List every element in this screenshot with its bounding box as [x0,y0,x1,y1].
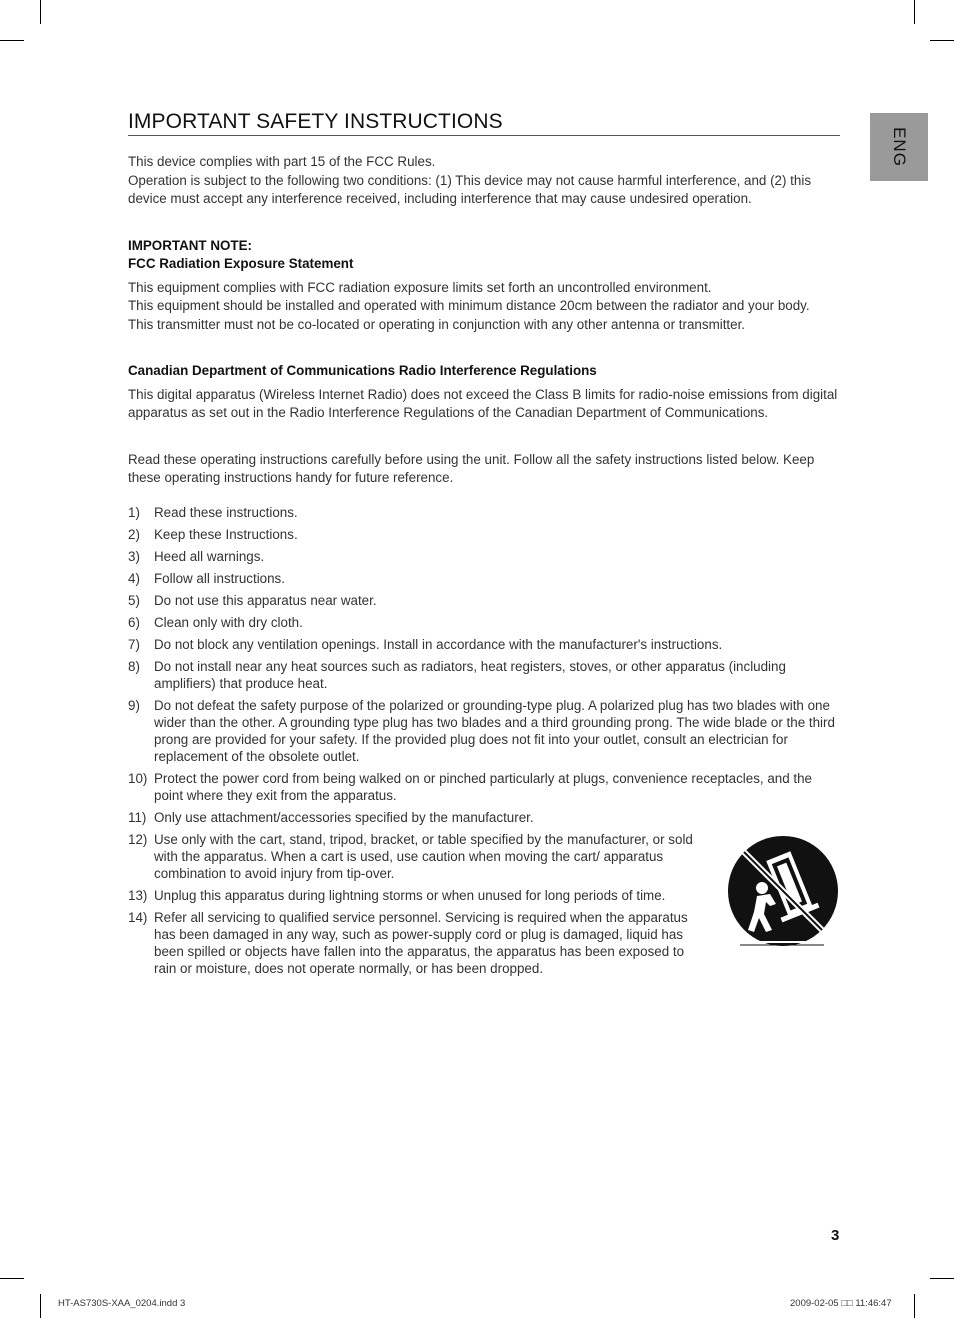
item-number: 14) [128,910,148,925]
list-item [128,570,842,587]
item-text: Keep these Instructions. [154,527,298,542]
item-number: 12) [128,832,148,847]
page-title: IMPORTANT SAFETY INSTRUCTIONS [128,110,840,136]
list-item [128,770,842,804]
item-number: 10) [128,771,148,786]
fcc-compliance-line: This device complies with part 15 of the FCC Rules. [128,154,436,169]
item-text: Read these instructions. [154,505,298,520]
fcc-radiation-heading: FCC Radiation Exposure Statement [128,256,354,271]
crop-mark [930,1278,954,1279]
item-text: Do not install near any heat sources such as radiators, heat registers, stoves, or other apparatus (including amplifiers) that produce heat. [154,659,786,691]
item-number: 6) [128,615,140,630]
list-item [128,809,842,826]
footer-filename: HT-AS730S-XAA_0204.indd 3 [58,1298,186,1309]
crop-mark [0,1278,24,1279]
crop-mark [0,40,24,41]
item-text: Clean only with dry cloth. [154,615,303,630]
crop-mark [40,0,41,24]
list-item [128,504,842,521]
radiation-text-1: This equipment complies with FCC radiation exposure limits set forth an uncontrolled environment. [128,280,712,295]
item-text: Do not use this apparatus near water. [154,593,377,608]
footer-timestamp: 2009-02-05 □□ 11:46:47 [790,1298,892,1309]
list-item [128,526,842,543]
important-note-heading: IMPORTANT NOTE: [128,238,252,253]
item-number: 4) [128,571,140,586]
crop-mark [914,1294,915,1318]
fcc-conditions-text: Operation is subject to the following two conditions: (1) This device may not cause harmful interference, and (2) this device must accept any interference received, including interference that may cause undesired operation. [128,173,812,206]
language-tab-label: ENG [890,127,909,167]
item-text: Only use attachment/accessories specified by the manufacturer. [154,810,534,825]
crop-mark [914,0,915,24]
item-text: Protect the power cord from being walked on or pinched particularly at plugs, convenience receptacles, and the point where they exit from the apparatus. [154,771,813,803]
item-number: 8) [128,659,140,674]
item-number: 13) [128,888,148,903]
item-text: Refer all servicing to qualified service personnel. Servicing is required when the apparatus has been damaged in any way, such as power-supply cord or plug is damaged, liquid has been spilled or objects have fallen into the apparatus, the apparatus has been exposed to rain or moisture, does not operate normally, or has been dropped. [154,910,688,976]
list-item [128,697,842,765]
list-item [128,592,842,609]
crop-mark [930,40,954,41]
item-text: Heed all warnings. [154,549,265,564]
list-item [128,658,842,692]
item-number: 2) [128,527,140,542]
page-number: 3 [831,1227,840,1244]
item-number: 3) [128,549,140,564]
item-text: Do not block any ventilation openings. Install in accordance with the manufacturer's instructions. [154,637,723,652]
item-text: Follow all instructions. [154,571,285,586]
list-item [128,614,842,631]
item-number: 1) [128,505,140,520]
list-item [128,548,842,565]
canada-text: This digital apparatus (Wireless Internet Radio) does not exceed the Class B limits for radio-noise emissions from digital apparatus as set out in the Radio Interference Regulations of the Canadian Department of Communications. [128,387,838,420]
language-tab [870,113,928,181]
canada-heading: Canadian Department of Communications Radio Interference Regulations [128,363,597,378]
item-text: Unplug this apparatus during lightning storms or when unused for long periods of time. [154,888,666,903]
cart-tip-over-warning-icon [724,834,842,950]
radiation-text-2: This equipment should be installed and operated with minimum distance 20cm between the radiator and your body. [128,298,810,313]
item-number: 7) [128,637,140,652]
intro-text: Read these operating instructions carefully before using the unit. Follow all the safety instructions listed below. Keep these operating instructions handy for future reference. [128,452,815,485]
crop-mark [40,1294,41,1318]
item-number: 5) [128,593,140,608]
item-text: Do not defeat the safety purpose of the polarized or grounding-type plug. A polarized plug has two blades with one wider than the other. A grounding type plug has two blades and a third grounding prong. The wide blade or the third prong are provided for your safety. If the provided plug does not fit into your outlet, consult an electrician for replacement of the obsolete outlet. [154,698,835,764]
item-number: 9) [128,698,140,713]
item-text: Use only with the cart, stand, tripod, bracket, or table specified by the manufacturer, or sold with the apparatus. When a cart is used, use caution when moving the cart/ apparatus combination to avoid injury from tip-over. [154,832,693,881]
radiation-text-3: This transmitter must not be co-located or operating in conjunction with any other antenna or transmitter. [128,317,746,332]
list-item [128,636,842,653]
item-number: 11) [128,810,147,825]
